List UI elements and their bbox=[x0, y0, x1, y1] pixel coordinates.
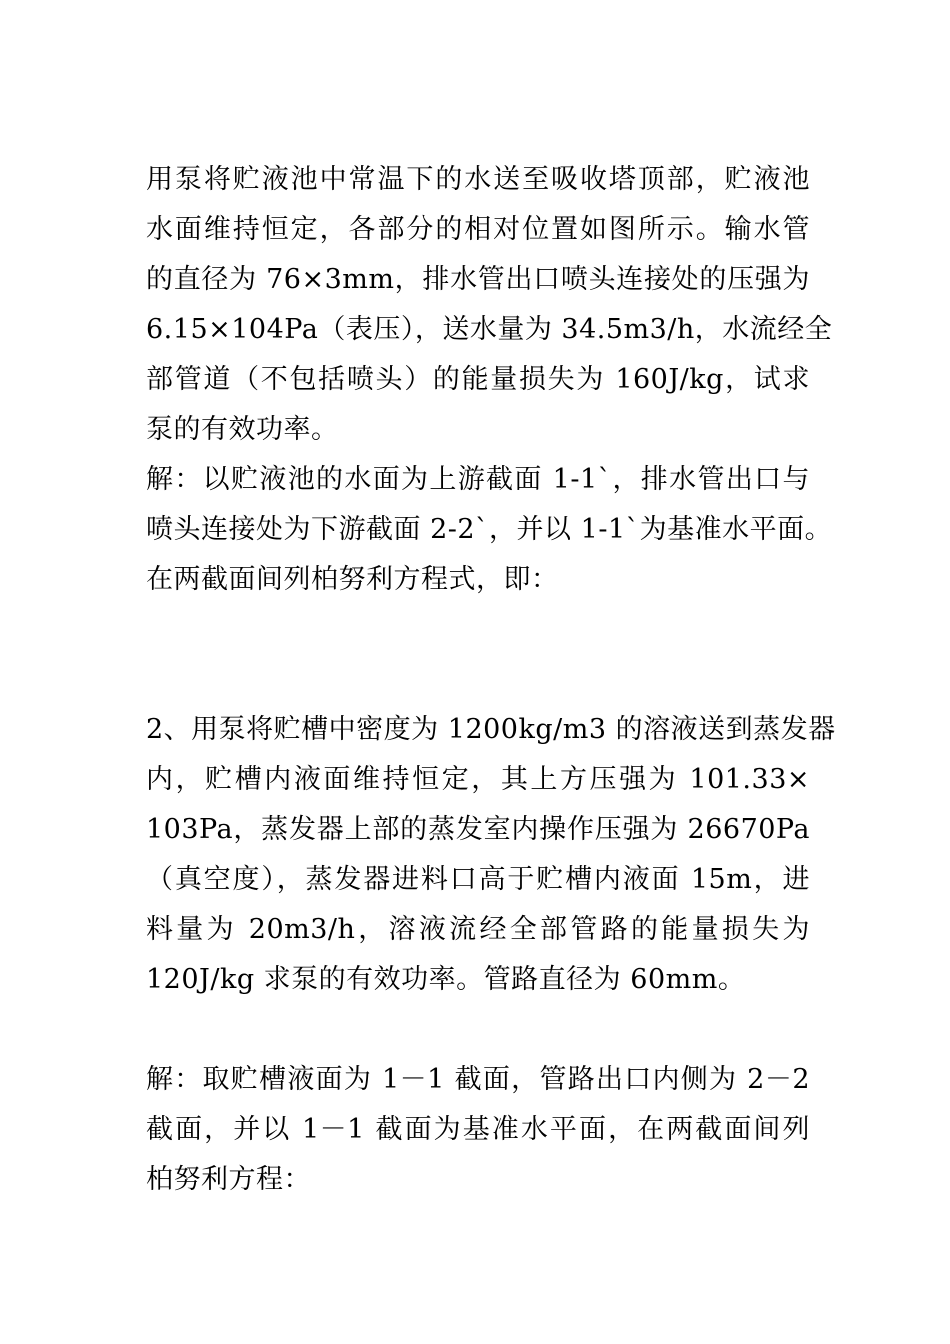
problem-2-line-6: 120J/kg 求泵的有效功率。管路直径为 60mm。 bbox=[146, 964, 746, 995]
problem-2-line-2: 内，贮槽内液面维持恒定，其上方压强为 101.33× bbox=[146, 764, 810, 795]
solution-1-line-2: 喷头连接处为下游截面 2-2`，并以 1-1`为基准水平面。 bbox=[146, 514, 833, 545]
problem-2-line-1: 2、用泵将贮槽中密度为 1200kg/m3 的溶液送到蒸发器 bbox=[146, 714, 836, 745]
problem-1-line-6: 泵的有效功率。 bbox=[146, 414, 339, 445]
problem-1-line-1: 用泵将贮液池中常温下的水送至吸收塔顶部，贮液池 bbox=[146, 164, 810, 195]
solution-2-line-1: 解：取贮槽液面为 1－1 截面，管路出口内侧为 2－2 bbox=[146, 1064, 810, 1095]
problem-1-line-3: 的直径为 76×3mm，排水管出口喷头连接处的压强为 bbox=[146, 264, 810, 295]
problem-1-line-2: 水面维持恒定，各部分的相对位置如图所示。输水管 bbox=[146, 214, 810, 245]
solution-2-line-3: 柏努利方程： bbox=[146, 1164, 311, 1195]
solution-2-line-2: 截面，并以 1－1 截面为基准水平面，在两截面间列 bbox=[146, 1114, 810, 1145]
solution-1-line-1: 解：以贮液池的水面为上游截面 1-1`，排水管出口与 bbox=[146, 464, 810, 495]
problem-2-line-5: 料量为 20m3/h，溶液流经全部管路的能量损失为 bbox=[146, 914, 810, 945]
problem-2-line-4: （真空度），蒸发器进料口高于贮槽内液面 15m，进 bbox=[146, 864, 810, 895]
problem-2-line-3: 103Pa，蒸发器上部的蒸发室内操作压强为 26670Pa bbox=[146, 814, 810, 845]
problem-1-line-5: 部管道（不包括喷头）的能量损失为 160J/kg，试求 bbox=[146, 364, 810, 395]
solution-1-line-3: 在两截面间列柏努利方程式，即： bbox=[146, 564, 559, 595]
problem-1-line-4: 6.15×104Pa（表压），送水量为 34.5m3/h，水流经全 bbox=[146, 314, 833, 345]
